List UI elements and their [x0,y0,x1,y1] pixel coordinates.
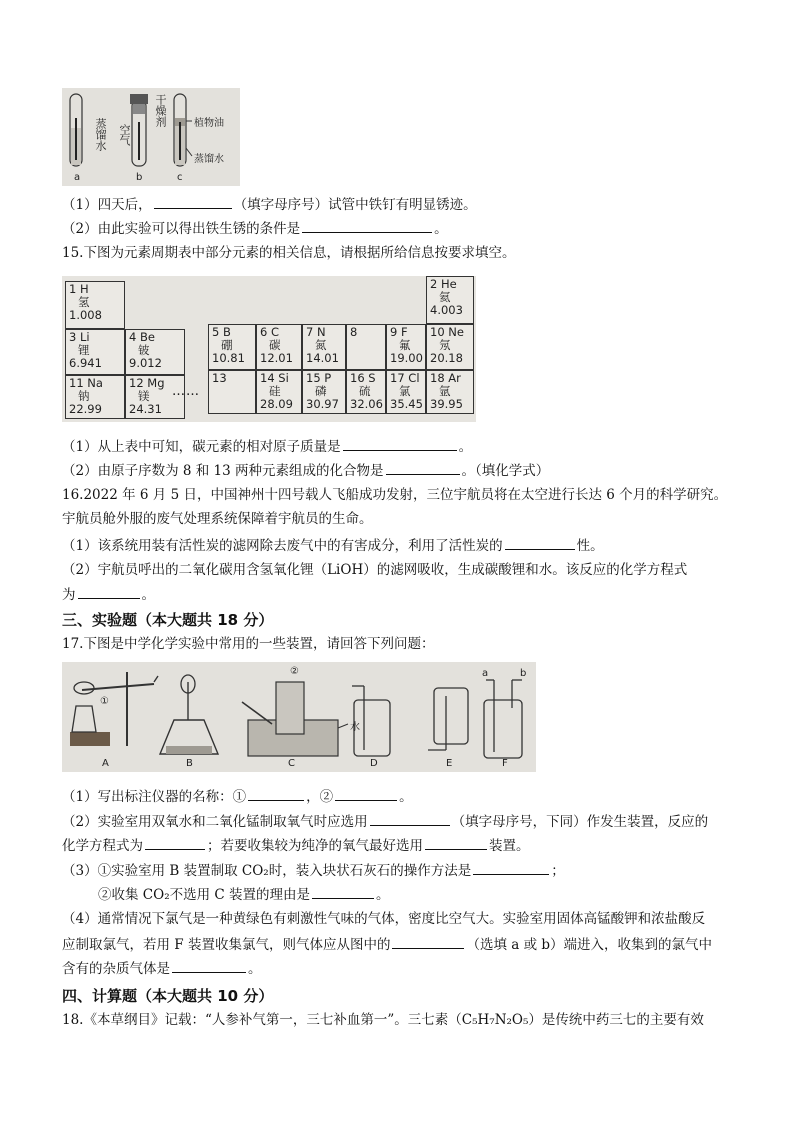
q17-answer-blank-4[interactable] [145,836,205,850]
element-cell-li: 3 Li 锂 6.941 [65,329,125,375]
element-cell-cl: 17 Cl 氯 35.45 [386,370,426,414]
tube-letter-c: c [177,172,183,183]
q17-answer-blank-6[interactable] [473,861,549,875]
tube-letter-a: a [74,172,81,183]
q17-part1: （1）写出标注仪器的名称：① ，② 。 [62,789,413,805]
q18-stem: 18.《本草纲目》记载：“人参补气第一，三七补血第一”。三七素（C₅H₇N₂O₅）是传统中药三七的主要有效 [62,1012,704,1028]
lab-apparatus-figure [62,662,536,772]
section-3-heading: 三、实验题（本大题共 18 分） [62,611,274,629]
tube-letter-b: b [136,172,143,183]
q15-answer-blank-2[interactable] [386,461,460,475]
apparatus-letter-c: C [288,758,295,769]
q17-part3-line1: （3）①实验室用 B 装置制取 CO₂时，装入块状石灰石的操作方法是 ； [62,863,565,879]
label-circle-2: ② [290,666,299,677]
q17-answer-blank-9[interactable] [172,959,246,973]
label-circle-1: ① [100,696,109,707]
label-port-a: a [482,668,489,679]
apparatus-letter-f: F [502,758,508,769]
element-cell-ar: 18 Ar 氩 39.95 [426,370,474,414]
q17-answer-blank-5[interactable] [425,836,487,850]
q16-stem-line1: 16.2022 年 6 月 5 日，中国神州十四号载人飞船成功发射，三位宇航员将在太空进行长达 6 个月的科学研究。 [62,487,728,503]
label-air: 空气 [118,124,131,146]
q17-answer-blank-2[interactable] [335,787,397,801]
q14-answer-blank-2[interactable] [302,219,432,233]
element-cell-f: 9 F 氟 19.00 [386,324,426,370]
q16-part2-line2: 为 。 [62,587,155,603]
element-cell-h: 1 H 氢 1.008 [65,281,125,329]
element-cell-mg: 12 Mg 镁 24.31 [125,375,185,419]
apparatus-letter-b: B [186,758,193,769]
label-distilled-water-c: 蒸馏水 [194,154,224,165]
label-desiccant: 干燥剂 [154,94,167,127]
table-gap-dots: …… [172,384,200,399]
q14-part1: （1）四天后， （填字母序号）试管中铁钉有明显锈迹。 [62,197,477,213]
test-tube-illustration [62,88,240,186]
label-vegetable-oil: 植物油 [194,118,224,129]
element-cell-n: 7 N 氮 14.01 [302,324,346,370]
element-cell-s: 16 S 硫 32.06 [346,370,386,414]
element-cell-ne: 10 Ne 氖 20.18 [426,324,474,370]
q15-stem: 15.下图为元素周期表中部分元素的相关信息，请根据所给信息按要求填空。 [62,245,516,261]
apparatus-letter-a: A [102,758,109,769]
section-4-heading: 四、计算题（本大题共 10 分） [62,987,274,1005]
element-cell-p: 15 P 磷 30.97 [302,370,346,414]
q17-part2-line1: （2）实验室用双氧水和二氧化锰制取氧气时应选用 （填字母序号，下同）作发生装置，反应的 [62,814,709,830]
element-cell-c: 6 C 碳 12.01 [256,324,302,370]
q17-answer-blank-3[interactable] [370,812,450,826]
q14-part2: （2）由此实验可以得出铁生锈的条件是 。 [62,221,448,237]
q17-part4-line3: 含有的杂质气体是 。 [62,961,262,977]
lab-apparatus-illustration [62,662,536,772]
label-water: 水 [350,722,360,733]
q15-part2: （2）由原子序数为 8 和 13 两种元素组成的化合物是 。（填化学式） [62,463,550,479]
q16-answer-blank-1[interactable] [505,536,575,550]
q17-part2-line2: 化学方程式为 ；若要收集较为纯净的氧气最好选用 装置。 [62,838,530,854]
iron-rust-test-tube-figure [62,88,240,186]
q17-answer-blank-1[interactable] [248,787,304,801]
label-distilled-water-a: 蒸馏水 [94,118,107,151]
apparatus-letter-d: D [370,758,378,769]
element-cell-b: 5 B 硼 10.81 [208,324,256,370]
apparatus-letter-e: E [446,758,453,769]
q15-answer-blank-1[interactable] [343,437,457,451]
element-cell-8: 8 [346,324,386,370]
element-cell-he: 2 He 氦 4.003 [426,276,474,324]
element-cell-13: 13 [208,370,256,414]
q17-answer-blank-7[interactable] [312,885,374,899]
q15-part1: （1）从上表中可知，碳元素的相对原子质量是 。 [62,439,473,455]
q17-answer-blank-8[interactable] [392,935,464,949]
q17-part4-line2: 应制取氯气，若用 F 装置收集氯气，则气体应从图中的 （选填 a 或 b）端进入，收集到的氯气中 [62,937,713,953]
q16-answer-blank-2[interactable] [78,585,140,599]
q16-stem-line2: 宇航员舱外服的废气处理系统保障着宇航员的生命。 [62,511,373,527]
q14-answer-blank-1[interactable] [154,195,232,209]
element-cell-na: 11 Na 钠 22.99 [65,375,125,419]
label-port-b: b [520,668,527,679]
periodic-table-figure [62,276,476,422]
q16-part2-line1: （2）宇航员呼出的二氧化碳用含氢氧化锂（LiOH）的滤网吸收，生成碳酸锂和水。该反应的化学方程式 [62,562,688,578]
q16-part1: （1）该系统用装有活性炭的滤网除去废气中的有害成分，利用了活性炭的 性。 [62,538,604,554]
q17-part3-line2: ②收集 CO₂不选用 C 装置的理由是 。 [98,887,390,903]
element-cell-si: 14 Si 硅 28.09 [256,370,302,414]
element-cell-be: 4 Be 铍 9.012 [125,329,185,375]
q17-part4-line1: （4）通常情况下氯气是一种黄绿色有刺激性气味的气体，密度比空气大。实验室用固体高锰酸钾和浓盐酸反 [62,911,706,927]
q17-stem: 17.下图是中学化学实验中常用的一些装置，请回答下列问题： [62,636,435,652]
